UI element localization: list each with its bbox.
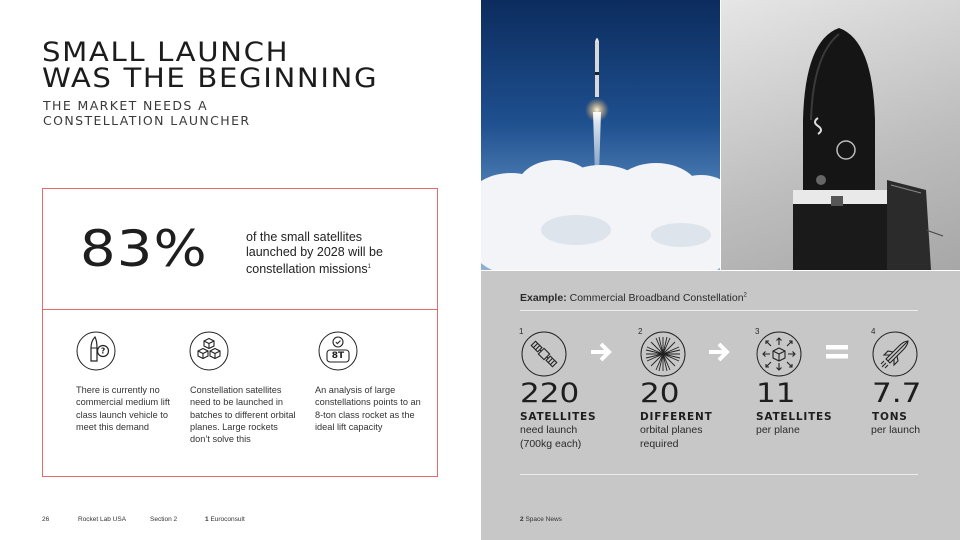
step-3-description [756, 424, 800, 438]
example-text: Commercial Broadband Constellation [569, 292, 744, 304]
stat-description [246, 230, 416, 277]
page-subtitle [43, 98, 250, 128]
step-4-desc-line-1: per launch [871, 424, 921, 436]
title-line-1: SMALL LAUNCH [42, 37, 290, 68]
equals-icon [822, 340, 852, 364]
page-number: 26 [42, 516, 50, 523]
step-1-desc-line-1: need launch [520, 424, 578, 436]
page-title [42, 37, 379, 94]
step-3-desc-line-1: per plane [756, 424, 800, 436]
step-number-1: 1 [519, 327, 524, 336]
example-footnote-mark: 2 [743, 292, 747, 299]
divider-top [520, 310, 918, 311]
cubes-icon [189, 331, 229, 371]
step-2-desc-line-1: orbital planes [640, 424, 703, 436]
payload-fairing-illustration [721, 0, 960, 270]
step-4-description [871, 424, 920, 438]
footer-section: Section 2 [150, 516, 178, 523]
subtitle-line-1: THE MARKET NEEDS A [43, 98, 209, 113]
orbital-planes-icon [640, 331, 686, 377]
step-2-unit: DIFFERENT [640, 411, 713, 423]
step-1-description [520, 424, 581, 451]
footer-source-2-mark: 2 [520, 516, 524, 523]
stat-footnote-mark: 1 [367, 264, 371, 270]
satellite-icon [521, 331, 567, 377]
step-1-unit: SATELLITES [520, 411, 597, 423]
step-number-2: 2 [638, 327, 643, 336]
footer-source-2-text: Space News [525, 516, 562, 523]
stat-text-line-3 [246, 260, 416, 277]
stat-value: 83% [80, 220, 208, 278]
payload-fairing-photo [721, 0, 960, 270]
step-1-value: 220 [520, 378, 580, 409]
step-number-4: 4 [871, 327, 876, 336]
footer-source-1 [205, 516, 245, 523]
stat-text-line-3-text: constellation missions [246, 262, 368, 277]
arrow-right-icon [705, 340, 735, 364]
step-4-value: 7.7 [872, 378, 922, 409]
footer-source-1-text: Euroconsult [210, 516, 245, 523]
subtitle-line-2: CONSTELLATION LAUNCHER [43, 113, 251, 128]
step-2-description [640, 424, 702, 451]
stat-text-line-2: launched by 2028 will be [246, 245, 383, 259]
footer-source-2 [520, 516, 562, 523]
step-4-unit: TONS [872, 411, 908, 423]
arrow-right-icon [587, 340, 617, 364]
example-heading [520, 292, 747, 304]
example-label: Example: [520, 292, 567, 304]
point-1-text: There is currently no commercial medium lift class launch vehicle to meet this demand [76, 385, 170, 432]
8t-label: 8T [331, 351, 345, 361]
rocket-launch-illustration [481, 0, 720, 270]
step-2-value: 20 [640, 378, 680, 409]
step-2-desc-line-2: required [640, 437, 679, 450]
footer-company: Rocket Lab USA [78, 516, 127, 523]
footer-source-1-mark: 1 [205, 516, 209, 523]
step-1-desc-line-2: (700kg each) [520, 437, 582, 450]
rocket-question-icon [76, 331, 116, 371]
rocket-launch-photo [481, 0, 720, 270]
point-3-text: An analysis of large constellations points to an 8-ton class rocket as the ideal lift capacity [315, 385, 421, 432]
step-number-3: 3 [755, 327, 760, 336]
divider-bottom [520, 474, 918, 475]
rocket-icon [872, 331, 918, 377]
step-3-value: 11 [756, 378, 796, 409]
8t-check-icon [318, 331, 358, 371]
cube-arrows-icon [756, 331, 802, 377]
title-line-2: WAS THE BEGINNING [42, 63, 379, 94]
stat-text-line-1: of the small satellites [246, 230, 363, 244]
point-2-text: Constellation satellites need to be launched in batches to different orbital planes. Large rockets don’t solve this [190, 385, 296, 445]
step-3-unit: SATELLITES [756, 411, 833, 423]
svg-text:?: ? [100, 346, 106, 356]
